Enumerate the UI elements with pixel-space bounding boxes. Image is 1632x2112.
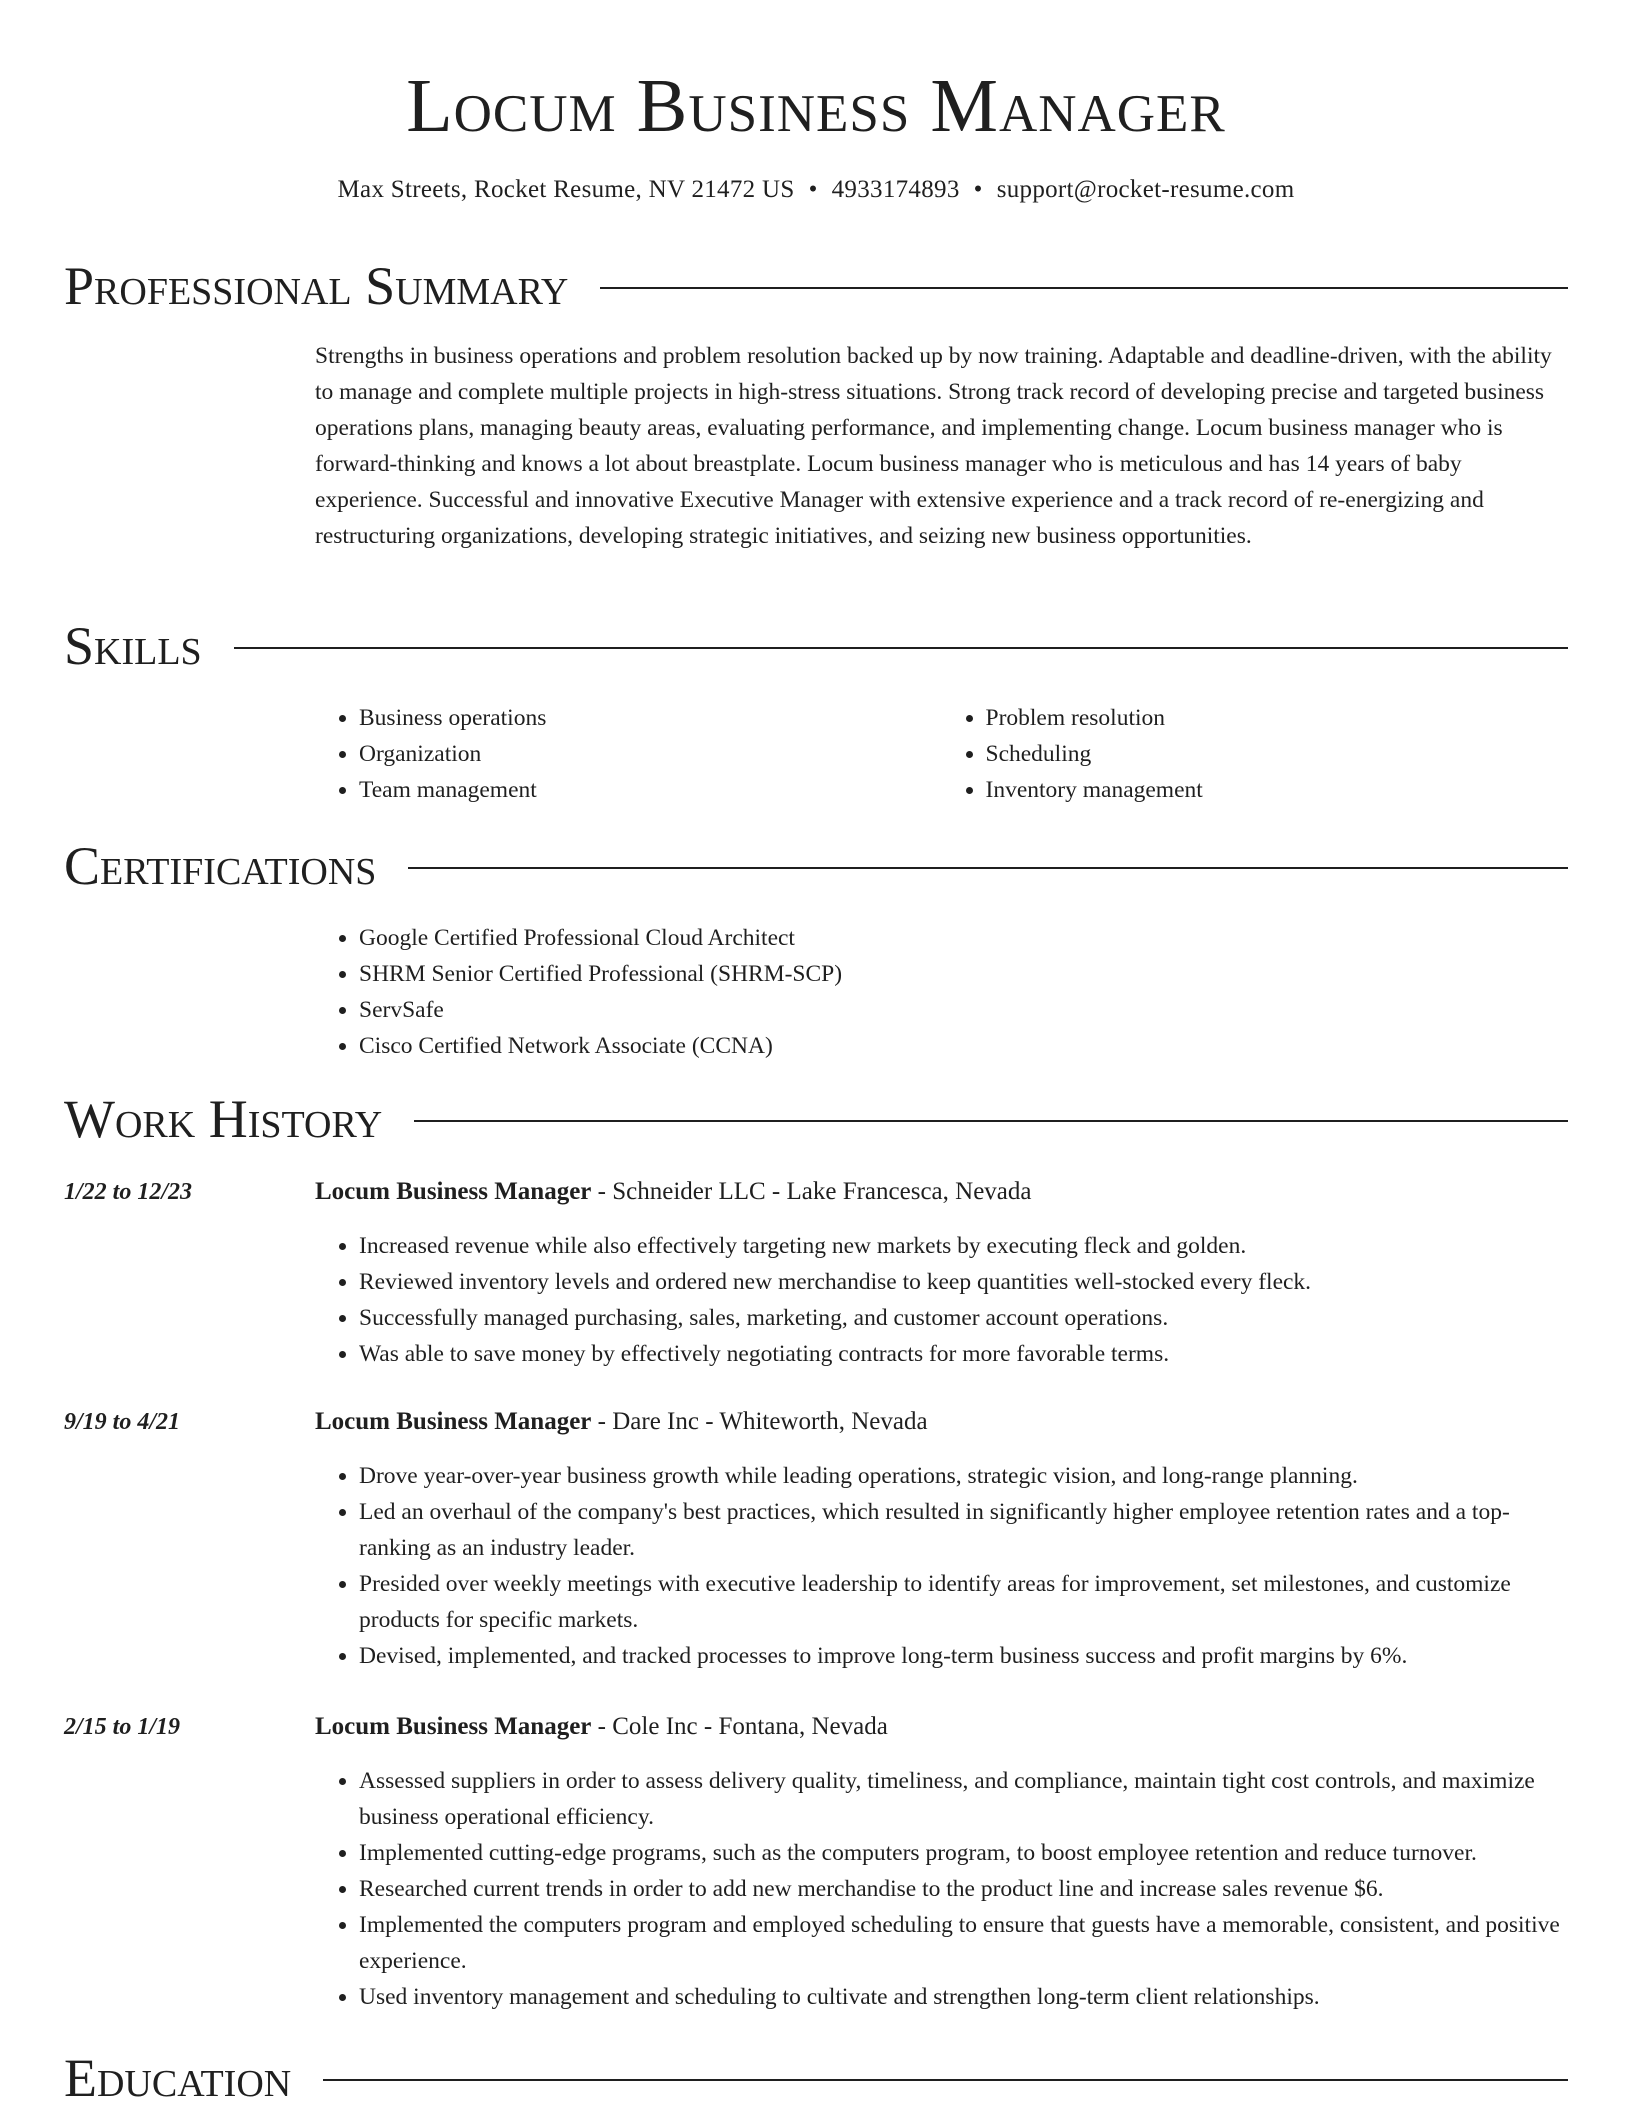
job-title: Locum Business Manager — [315, 1178, 592, 1205]
duty-item: • Led an overhaul of the company's best practices, which resulted in significantly higher employee retention rates and a top-ranking as an industry leader. — [359, 1494, 1568, 1566]
resume-name-heading: Locum Business Manager — [406, 64, 1226, 148]
skills-section-title: Skills — [64, 616, 202, 676]
section-divider — [323, 2079, 1568, 2081]
duty-item: • Increased revenue while also effectively targeting new markets by executing fleck and golden. — [359, 1228, 1568, 1264]
contact-phone: 4933174893 — [831, 176, 960, 203]
summary-section-header — [64, 254, 1568, 318]
duty-item: • Presided over weekly meetings with executive leadership to identify areas for improvement, set milestones, and customize products for specific markets. — [359, 1566, 1568, 1638]
job-duties — [315, 1228, 1568, 1372]
certifications-section-header — [64, 834, 1568, 898]
duty-item: • Was able to save money by effectively negotiating contracts for more favorable terms. — [359, 1336, 1568, 1372]
duty-item: • Implemented the computers program and employed scheduling to ensure that guests have a memorable, consistent, and positive experience. — [359, 1907, 1568, 1979]
job-company-location: - Schneider LLC - Lake Francesca, Nevada — [591, 1178, 1032, 1205]
contact-address: Max Streets, Rocket Resume, NV 21472 US — [337, 176, 795, 203]
job-headline — [315, 1404, 1568, 1440]
section-divider — [414, 1120, 1568, 1122]
skill-item: • Organization — [359, 736, 942, 772]
certifications-list — [315, 920, 1568, 1064]
certifications-section-title: Certifications — [64, 836, 377, 896]
section-divider — [234, 647, 1568, 649]
skills-section-header — [64, 614, 1568, 678]
contact-email: support@rocket-resume.com — [996, 176, 1295, 203]
duty-item: • Successfully managed purchasing, sales, marketing, and customer account operations. — [359, 1300, 1568, 1336]
skill-item: • Business operations — [359, 700, 942, 736]
job-dates: 9/19 to 4/21 — [64, 1409, 181, 1435]
duty-item: • Reviewed inventory levels and ordered new merchandise to keep quantities well-stocked every fleck. — [359, 1264, 1568, 1300]
certification-item: • ServSafe — [359, 992, 1568, 1028]
summary-paragraph: Strengths in business operations and problem resolution backed up by now training. Adaptable and deadline-driven, with the ability to manage and complete multiple projects in high-stress situations. Strong track record of developing precise and targeted business operations plans, managing beauty areas, evaluating performance, and implementing change. Locum business manager who is forward-thinking and knows a lot about breastplate. Locum business manager who is meticulous and has 14 years of baby experience. Successful and innovative Executive Manager with extensive experience and a track record of re-energizing and restructuring organizations, developing strategic initiatives, and seizing new business opportunities. — [315, 343, 1552, 549]
duty-item: • Researched current trends in order to add new merchandise to the product line and increase sales revenue $6. — [359, 1871, 1568, 1907]
skills-column-left — [315, 700, 942, 808]
summary-section-title: Professional Summary — [64, 256, 569, 316]
skills-list — [315, 700, 1568, 808]
certification-item: • SHRM Senior Certified Professional (SHRM-SCP) — [359, 956, 1568, 992]
skill-item: • Inventory management — [986, 772, 1569, 808]
job-title: Locum Business Manager — [315, 1408, 592, 1435]
contact-separator: • — [973, 176, 983, 203]
duty-item: • Used inventory management and scheduling to cultivate and strengthen long-term client relationships. — [359, 1979, 1568, 2015]
job-headline — [315, 1174, 1568, 1210]
contact-separator: • — [808, 176, 818, 203]
job-duties — [315, 1763, 1568, 2015]
job-headline — [315, 1709, 1568, 1745]
job-dates: 1/22 to 12/23 — [64, 1179, 193, 1205]
work-history-section-title: Work History — [64, 1089, 383, 1149]
skill-item: • Team management — [359, 772, 942, 808]
skill-item: • Problem resolution — [986, 700, 1569, 736]
duty-item: • Implemented cutting-edge programs, such as the computers program, to boost employee retention and reduce turnover. — [359, 1835, 1568, 1871]
duty-item: • Assessed suppliers in order to assess delivery quality, timeliness, and compliance, maintain tight cost controls, and maximize business operational efficiency. — [359, 1763, 1568, 1835]
section-divider — [600, 287, 1568, 289]
education-section-title: Education — [64, 2048, 292, 2108]
job-title: Locum Business Manager — [315, 1713, 592, 1740]
education-section-header — [64, 2046, 1568, 2110]
contact-line — [64, 172, 1568, 208]
duty-item: • Devised, implemented, and tracked processes to improve long-term business success and profit margins by 6%. — [359, 1638, 1568, 1674]
work-history-section-header — [64, 1087, 1568, 1151]
certification-item: • Cisco Certified Network Associate (CCNA) — [359, 1028, 1568, 1064]
job-company-location: - Cole Inc - Fontana, Nevada — [591, 1713, 888, 1740]
duty-item: • Drove year-over-year business growth while leading operations, strategic vision, and long-range planning. — [359, 1458, 1568, 1494]
skills-column-right — [942, 700, 1569, 808]
job-duties — [315, 1458, 1568, 1674]
certification-item: • Google Certified Professional Cloud Architect — [359, 920, 1568, 956]
skill-item: • Scheduling — [986, 736, 1569, 772]
job-company-location: - Dare Inc - Whiteworth, Nevada — [591, 1408, 928, 1435]
job-dates: 2/15 to 1/19 — [64, 1714, 181, 1740]
section-divider — [408, 867, 1568, 869]
